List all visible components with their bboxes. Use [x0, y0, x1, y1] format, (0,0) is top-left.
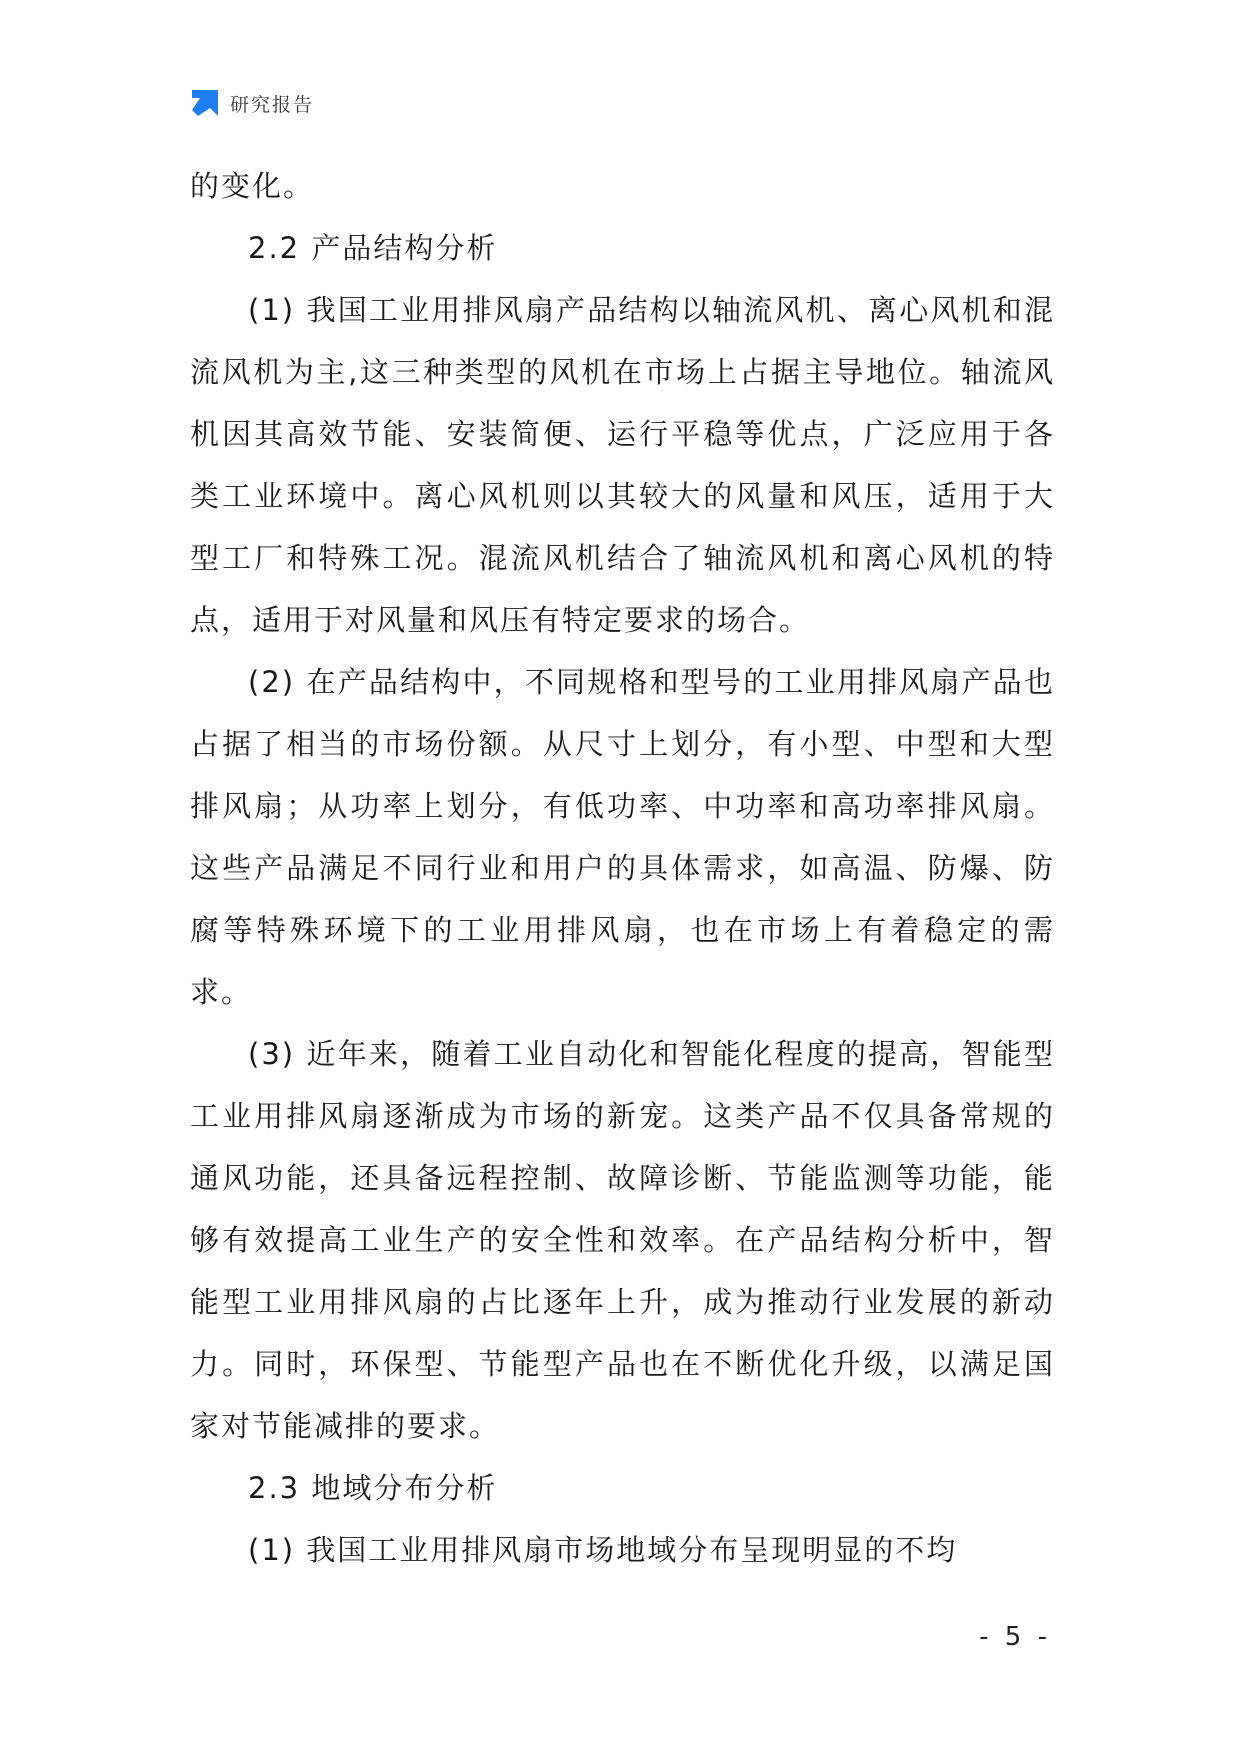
header-title: 研究报告	[230, 93, 315, 116]
paragraph-3: (3) 近年来，随着工业自动化和智能化程度的提高，智能型工业用排风扇逐渐成为市场的新宠。这类产品不仅具备常规的通风功能，还具备远程控制、故障诊断、节能监测等功能，能够有效提高工业生产的安全性和效率。在产品结构分析中，智能型工业用排风扇的占比逐年上升，成为推动行业发展的新动力。同时，环保型、节能型产品也在不断优化升级，以满足国家对节能减排的要求。	[190, 1037, 1055, 1443]
arrow-logo-icon	[190, 88, 220, 118]
section-heading-2-3: 2.3 地域分布分析	[248, 1471, 498, 1505]
paragraph-1: (1) 我国工业用排风扇产品结构以轴流风机、离心风机和混流风机为主,这三种类型的风机在市场上占据主导地位。轴流风机因其高效节能、安装简便、运行平稳等优点，广泛应用于各类工业环境中。离心风机则以其较大的风量和风压，适用于大型工厂和特殊工况。混流风机结合了轴流风机和离心风机的特点，适用于对风量和风压有特定要求的场合。	[190, 293, 1055, 637]
paragraph-2: (2) 在产品结构中，不同规格和型号的工业用排风扇产品也占据了相当的市场份额。从尺寸上划分，有小型、中型和大型排风扇；从功率上划分，有低功率、中功率和高功率排风扇。这些产品满足不同行业和用户的具体需求，如高温、防爆、防腐等特殊环境下的工业用排风扇，也在市场上有着稳定的需求。	[190, 665, 1055, 1009]
paragraph-4: (1) 我国工业用排风扇市场地域分布呈现明显的不均	[248, 1533, 958, 1567]
page-number: - 5 -	[979, 1622, 1051, 1652]
paragraph-continuation: 的变化。	[190, 169, 315, 203]
document-body	[190, 155, 1055, 1581]
page-header	[190, 88, 314, 118]
section-heading-2-2: 2.2 产品结构分析	[248, 231, 498, 265]
